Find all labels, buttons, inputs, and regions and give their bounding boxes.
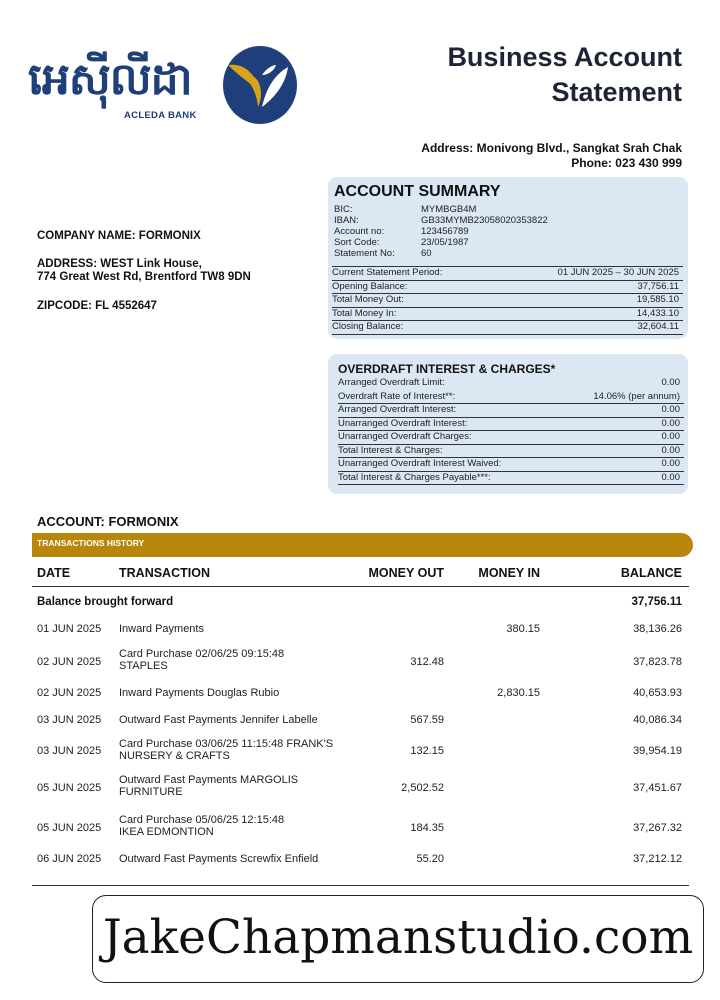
summary-row	[332, 293, 683, 307]
summary-row-value: 32,604.11	[637, 321, 679, 332]
overdraft-row	[338, 417, 684, 432]
transaction-description	[119, 738, 333, 762]
transaction-date: 01 JUN 2025	[37, 623, 102, 635]
transaction-date: 03 JUN 2025	[37, 745, 102, 757]
account-label: ACCOUNT: FORMONIX	[37, 514, 179, 529]
summary-detail-value: 123456789	[421, 226, 469, 237]
bank-logo-icon	[222, 45, 298, 125]
overdraft-row-value: 0.00	[661, 458, 680, 469]
summary-row-value: 37,756.11	[637, 280, 679, 292]
transactions-history-bar: TRANSACTIONS HISTORY	[32, 533, 693, 557]
overdraft-row-value: 0.00	[661, 471, 680, 483]
transaction-date: 05 JUN 2025	[37, 822, 102, 834]
summary-detail-value: 23/05/1987	[421, 237, 469, 248]
transaction-description-line1: Inward Payments Douglas Rubio	[119, 687, 280, 699]
overdraft-row-label: Overdraft Rate of Interest**:	[338, 390, 456, 402]
overdraft-row	[338, 390, 684, 405]
transaction-money-out: 567.59	[410, 714, 444, 726]
statement-title-line1: Business Account	[447, 42, 682, 72]
header-divider	[32, 586, 689, 587]
transaction-description-line1: Outward Fast Payments Screwfix Enfield	[119, 853, 319, 865]
transaction-description-line1: Outward Fast Payments Jennifer Labelle	[119, 714, 318, 726]
summary-detail-label: Account no:	[334, 226, 385, 237]
transaction-date: 02 JUN 2025	[37, 656, 102, 668]
overdraft-row-value: 0.00	[661, 404, 680, 415]
overdraft-panel	[328, 354, 688, 494]
summary-detail-label: IBAN:	[334, 215, 359, 226]
transaction-date: 06 JUN 2025	[37, 853, 102, 865]
transaction-description	[119, 853, 318, 865]
transaction-description-line1: Card Purchase 02/06/25 09:15:48	[119, 648, 285, 660]
transaction-balance: 40,653.93	[633, 687, 682, 699]
overdraft-heading: OVERDRAFT INTEREST & CHARGES*	[338, 362, 556, 376]
transaction-description-line1: Card Purchase 03/06/25 11:15:48 FRANK'S	[119, 738, 334, 750]
overdraft-row-label: Arranged Overdraft Interest:	[338, 404, 457, 415]
transaction-balance: 39,954.19	[633, 745, 682, 757]
bank-contact	[342, 141, 682, 171]
overdraft-row-label: Unarranged Overdraft Charges:	[338, 431, 472, 442]
transaction-balance: 37,267.32	[633, 822, 682, 834]
summary-row-label: Total Money In:	[332, 307, 397, 319]
summary-detail	[334, 204, 476, 215]
transaction-description-line1: Inward Payments	[119, 623, 204, 635]
overdraft-row-label: Total Interest & Charges:	[338, 444, 443, 456]
overdraft-row-value: 14.06% (per annum)	[593, 390, 680, 402]
brought-forward-label: Balance brought forward	[37, 596, 174, 608]
company-address-line2: 774 Great West Rd, Brentford TW8 9DN	[37, 271, 251, 283]
statement-title	[382, 40, 682, 110]
summary-detail	[334, 237, 469, 248]
transaction-date: 03 JUN 2025	[37, 714, 102, 726]
bank-phone: Phone: 023 430 999	[571, 156, 682, 170]
company-address-line1: ADDRESS: WEST Link House,	[37, 258, 202, 270]
overdraft-row	[338, 471, 684, 486]
summary-detail-label: BIC:	[334, 204, 353, 215]
bank-address: Address: Monivong Blvd., Sangkat Srah Chak	[421, 141, 682, 155]
transaction-balance: 37,823.78	[633, 656, 682, 668]
summary-row-value: 01 JUN 2025 – 30 JUN 2025	[557, 267, 679, 278]
summary-row-label: Opening Balance:	[332, 280, 408, 292]
summary-detail	[334, 215, 548, 226]
summary-row-label: Current Statement Period:	[332, 267, 443, 278]
overdraft-row	[338, 403, 684, 418]
account-summary-panel	[328, 177, 688, 339]
summary-detail-label: Sort Code:	[334, 237, 380, 248]
company-zipcode: ZIPCODE: FL 4552647	[37, 300, 157, 312]
summary-detail-value: 60	[421, 248, 432, 259]
transaction-balance: 37,212.12	[633, 853, 682, 865]
watermark-text: JakeChapmanstudio.com	[102, 910, 694, 965]
column-header-balance: BALANCE	[620, 566, 682, 580]
overdraft-row	[338, 444, 684, 459]
transaction-description	[119, 814, 284, 838]
transaction-description-line2: IKEA EDMONTION	[119, 826, 214, 838]
transaction-balance: 38,136.26	[633, 623, 682, 635]
bank-logo-subtitle: ACLEDA BANK	[124, 110, 197, 121]
transaction-money-in: 2,830.15	[497, 687, 540, 699]
transaction-money-out: 55.20	[416, 853, 444, 865]
transaction-balance: 37,451.67	[633, 782, 682, 794]
summary-row	[332, 280, 683, 294]
transaction-money-out: 312.48	[410, 656, 444, 668]
transaction-description-line2: STAPLES	[119, 660, 168, 672]
summary-row-label: Closing Balance:	[332, 321, 404, 332]
watermark-box	[92, 895, 704, 983]
column-header-money-out: MONEY OUT	[368, 566, 444, 580]
overdraft-row-label: Total Interest & Charges Payable***:	[338, 471, 491, 483]
brought-forward-balance: 37,756.11	[631, 596, 682, 608]
column-header-money-in: MONEY IN	[478, 566, 540, 580]
statement-title-line2: Statement	[551, 77, 682, 107]
summary-row-value: 14,433.10	[636, 307, 679, 319]
transaction-description	[119, 648, 284, 672]
transaction-money-out: 2,502.52	[401, 782, 444, 794]
transaction-description	[119, 623, 204, 635]
overdraft-row-value: 0.00	[661, 377, 680, 388]
summary-row	[332, 266, 683, 280]
overdraft-row-value: 0.00	[661, 431, 680, 442]
column-header-date: DATE	[37, 566, 71, 580]
summary-row-value: 19,585.10	[636, 294, 679, 305]
summary-detail-value: MYMBGB4M	[421, 204, 477, 215]
transaction-description	[119, 687, 279, 699]
company-name: COMPANY NAME: FORMONIX	[37, 230, 201, 242]
transaction-money-out: 184.35	[410, 822, 444, 834]
transaction-description-line1: Card Purchase 05/06/25 12:15:48	[119, 814, 285, 826]
overdraft-row-label: Arranged Overdraft Limit:	[338, 377, 445, 388]
overdraft-row-label: Unarranged Overdraft Interest Waived:	[338, 458, 502, 469]
transaction-date: 05 JUN 2025	[37, 782, 102, 794]
account-summary-heading: ACCOUNT SUMMARY	[334, 183, 501, 200]
overdraft-row-value: 0.00	[661, 417, 680, 429]
transaction-description	[119, 774, 298, 798]
transaction-money-out: 132.15	[410, 745, 444, 757]
column-header-transaction: TRANSACTION	[119, 566, 210, 580]
overdraft-row	[338, 457, 684, 472]
summary-row	[332, 307, 683, 321]
summary-detail-value: GB33MYMB23058020353822	[421, 215, 548, 226]
summary-row-label: Total Money Out:	[332, 294, 404, 305]
summary-row	[332, 320, 683, 335]
transaction-description-line1: Outward Fast Payments MARGOLIS	[119, 774, 299, 786]
overdraft-row	[338, 430, 684, 445]
summary-detail	[334, 226, 469, 237]
transaction-description-line2: FURNITURE	[119, 786, 183, 798]
transaction-description-line2: NURSERY & CRAFTS	[119, 750, 230, 762]
transaction-date: 02 JUN 2025	[37, 687, 102, 699]
table-bottom-divider	[32, 885, 689, 886]
transaction-money-in: 380.15	[506, 623, 540, 635]
company-address	[37, 258, 251, 284]
transaction-balance: 40,086.34	[633, 714, 682, 726]
summary-detail-label: Statement No:	[334, 248, 395, 259]
overdraft-row-value: 0.00	[661, 444, 680, 456]
bank-logo-khmer: អេស៊ីលីដា	[28, 54, 192, 105]
transaction-description	[119, 714, 318, 726]
overdraft-row-label: Unarranged Overdraft Interest:	[338, 417, 468, 429]
summary-detail	[334, 248, 432, 259]
overdraft-row	[338, 376, 684, 390]
